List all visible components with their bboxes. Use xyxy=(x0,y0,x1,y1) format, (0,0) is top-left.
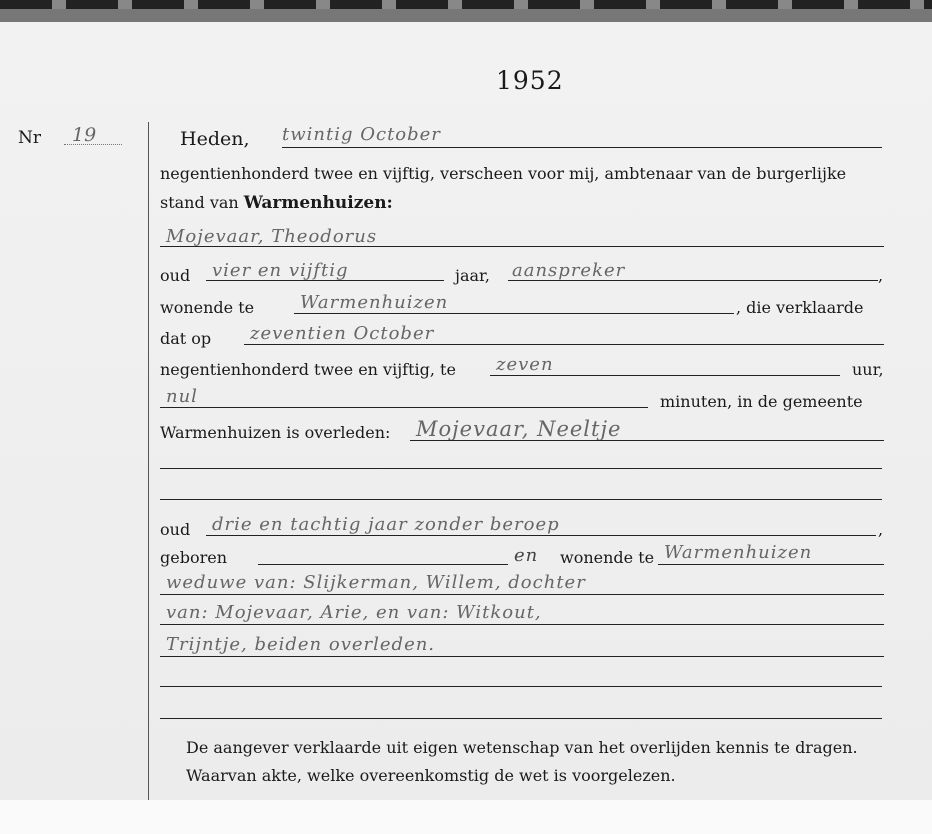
closing-statement-2: Waarvan akte, welke overeenkomstig de wet is voorgelezen. xyxy=(186,766,676,785)
death-certificate-page xyxy=(0,22,932,800)
note-line-2-handwritten: van: Mojevaar, Arie, en van: Witkout, xyxy=(166,602,542,623)
hour-line xyxy=(490,375,840,376)
declarant-handwritten: Mojevaar, Theodorus xyxy=(166,226,378,247)
uur-label: uur, xyxy=(852,360,884,379)
wonende-te-label-2: wonende te xyxy=(560,548,655,567)
geboren-label: geboren xyxy=(160,548,228,567)
oud-label-2: oud xyxy=(160,520,191,539)
death-date-line xyxy=(244,344,884,345)
declarant-residence-handwritten: Warmenhuizen xyxy=(300,292,449,313)
minuten-label: minuten, in de gemeente xyxy=(660,392,863,411)
deceased-age-handwritten: drie en tachtig jaar zonder beroep xyxy=(212,514,560,535)
heden-label: Heden, xyxy=(180,128,250,150)
year-te-label: negentienhonderd twee en vijftig, te xyxy=(160,360,456,379)
scan-edge-pattern xyxy=(0,0,932,9)
residence-line-2 xyxy=(658,564,884,565)
birthplace-line xyxy=(258,564,508,565)
oud-label-1: oud xyxy=(160,266,191,285)
hour-handwritten: zeven xyxy=(496,354,554,375)
note-line-3 xyxy=(160,656,884,657)
stand-van-text: stand van xyxy=(160,193,239,212)
deceased-line xyxy=(410,440,884,441)
blank-line-2 xyxy=(160,499,882,500)
jaar-label: jaar, xyxy=(455,266,491,285)
declarant-occupation-handwritten: aanspreker xyxy=(512,260,626,281)
occupation-line xyxy=(508,280,878,281)
record-number-label: Nr xyxy=(18,128,42,148)
blank-line-4 xyxy=(160,718,882,719)
blank-line-1 xyxy=(160,468,882,469)
record-number-dotted-line xyxy=(64,144,122,145)
note-line-2 xyxy=(160,624,884,625)
wonende-te-label: wonende te xyxy=(160,298,255,317)
comma-2: , xyxy=(878,520,884,539)
death-date-handwritten: zeventien October xyxy=(250,323,435,344)
deceased-age-line xyxy=(206,535,876,536)
declarant-line xyxy=(160,246,884,247)
record-number-value: 19 xyxy=(72,124,97,146)
residence-line-1 xyxy=(294,313,734,314)
scan-top-edge xyxy=(0,0,932,22)
scan-bottom-edge xyxy=(0,800,932,834)
note-line-1-handwritten: weduwe van: Slijkerman, Willem, dochter xyxy=(166,572,586,593)
verklaarde-label: , die verklaarde xyxy=(736,298,864,317)
blank-line-3 xyxy=(160,686,882,687)
minutes-handwritten: nul xyxy=(166,386,198,407)
date-handwritten: twintig October xyxy=(282,124,441,145)
municipality-name: Warmenhuizen: xyxy=(243,193,393,213)
age-line-1 xyxy=(206,280,444,281)
certificate-year: 1952 xyxy=(496,66,564,95)
margin-rule xyxy=(148,122,149,800)
note-line-3-handwritten: Trijntje, beiden overleden. xyxy=(166,634,436,655)
declarant-age-handwritten: vier en vijftig xyxy=(212,260,349,281)
minutes-line xyxy=(160,407,648,408)
stand-van-label xyxy=(160,193,393,213)
closing-statement-1: De aangever verklaarde uit eigen wetenschap van het overlijden kennis te dragen. xyxy=(186,738,858,757)
note-line-1 xyxy=(160,594,884,595)
deceased-name-handwritten: Mojevaar, Neeltje xyxy=(416,417,622,441)
dat-op-label: dat op xyxy=(160,329,212,348)
deceased-residence-handwritten: Warmenhuizen xyxy=(664,542,813,563)
intro-text: negentienhonderd twee en vijftig, verscheen voor mij, ambtenaar van de burgerlijke xyxy=(160,164,847,183)
en-word: en xyxy=(514,545,539,566)
date-line xyxy=(282,147,882,148)
comma-1: , xyxy=(878,266,884,285)
overleden-label: Warmenhuizen is overleden: xyxy=(160,423,391,442)
